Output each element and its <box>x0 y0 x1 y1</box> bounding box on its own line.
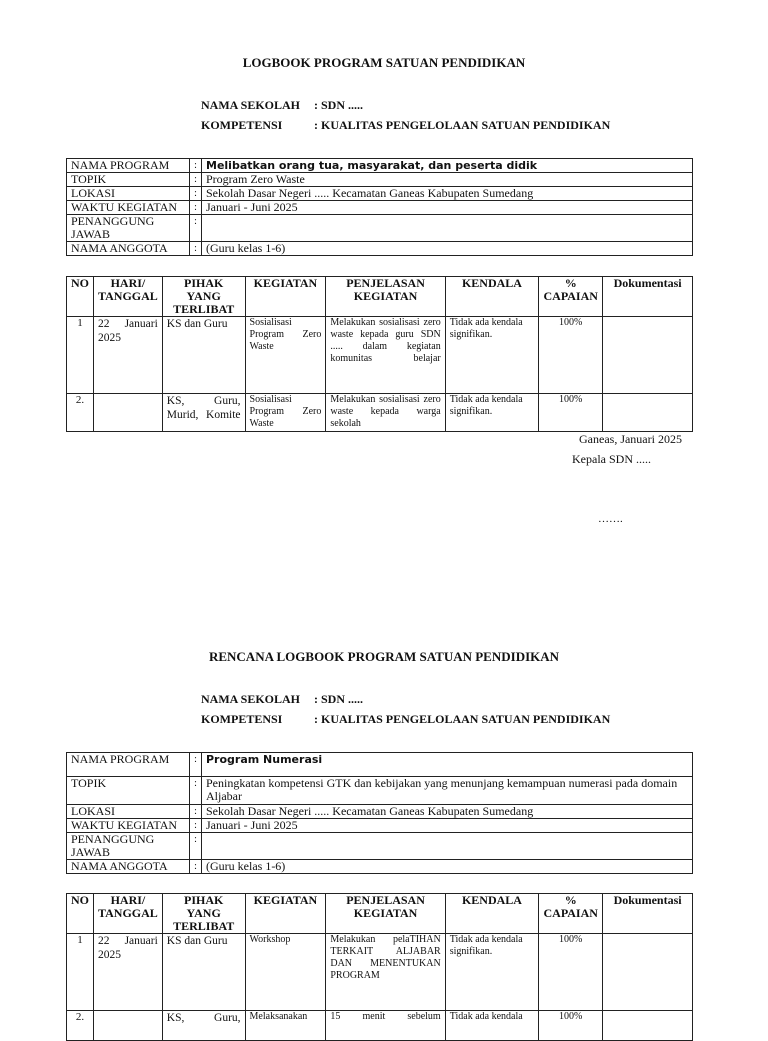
info-label: TOPIK <box>67 777 190 805</box>
competency-value: : KUALITAS PENGELOLAAN SATUAN PENDIDIKAN <box>314 118 611 132</box>
info-label: LOKASI <box>67 805 190 819</box>
col-header-documentation: Dokumentasi <box>603 277 693 317</box>
cell-parties: KS dan Guru <box>162 317 245 394</box>
info-colon: : <box>190 777 202 805</box>
school-label: NAMA SEKOLAH <box>201 692 301 706</box>
cell-parties: KS, Guru, <box>162 1011 245 1041</box>
col-header-activity: KEGIATAN <box>245 894 326 934</box>
competency-line <box>201 118 610 133</box>
header-row <box>67 894 693 934</box>
info-label: NAMA ANGGOTA <box>67 242 190 256</box>
school-value: : SDN ..... <box>314 692 364 706</box>
info-label: WAKTU KEGIATAN <box>67 819 190 833</box>
cell-no: 1 <box>67 934 94 1011</box>
cell-achievement: 100% <box>539 934 603 1011</box>
col-header-parties: PIHAK YANG TERLIBAT <box>162 894 245 934</box>
cell-date: 22 Januari 2025 <box>94 934 163 1011</box>
info-colon: : <box>190 833 202 860</box>
info-label: NAMA ANGGOTA <box>67 860 190 874</box>
info-colon: : <box>190 753 202 777</box>
col-header-no: NO <box>67 894 94 934</box>
col-header-date: HARI/ TANGGAL <box>94 277 163 317</box>
col-header-documentation: Dokumentasi <box>603 894 693 934</box>
signature-place-date: Ganeas, Januari 2025 <box>579 432 682 446</box>
info-label: WAKTU KEGIATAN <box>67 201 190 215</box>
cell-documentation <box>603 317 693 394</box>
activity-table-2 <box>66 893 693 1041</box>
info-value <box>202 215 693 242</box>
cell-obstacle: Tidak ada kendala <box>445 1011 539 1041</box>
col-header-obstacle: KENDALA <box>445 277 539 317</box>
info-row <box>67 819 693 833</box>
info-colon: : <box>190 242 202 256</box>
col-header-activity: KEGIATAN <box>245 277 326 317</box>
info-colon: : <box>190 860 202 874</box>
cell-no: 1 <box>67 317 94 394</box>
cell-activity: Workshop <box>245 934 326 1011</box>
info-label: NAMA PROGRAM <box>67 753 190 777</box>
table-row <box>67 934 693 1011</box>
competency-line <box>201 712 610 727</box>
activity-table <box>66 276 693 432</box>
col-header-no: NO <box>67 277 94 317</box>
cell-documentation <box>603 934 693 1011</box>
cell-achievement: 100% <box>539 1011 603 1041</box>
info-row <box>67 201 693 215</box>
header-row <box>67 277 693 317</box>
cell-no: 2. <box>67 394 94 432</box>
school-label: NAMA SEKOLAH <box>201 98 301 112</box>
info-colon: : <box>190 819 202 833</box>
program-info-table <box>66 158 693 256</box>
info-label: TOPIK <box>67 173 190 187</box>
cell-documentation <box>603 394 693 432</box>
col-header-achievement: % CAPAIAN <box>539 894 603 934</box>
cell-obstacle: Tidak ada kendala signifikan. <box>445 934 539 1011</box>
info-value <box>202 833 693 860</box>
cell-description: Melakukan sosialisasi zero waste kepada guru SDN ..... dalam kegiatan komunitas belajar <box>326 317 445 394</box>
info-row <box>67 860 693 874</box>
program-info-table-2 <box>66 752 693 874</box>
info-value: Januari - Juni 2025 <box>202 201 693 215</box>
info-colon: : <box>190 187 202 201</box>
info-row <box>67 159 693 173</box>
info-row <box>67 187 693 201</box>
school-line <box>201 98 363 113</box>
cell-activity: Sosialisasi Program Zero Waste <box>245 394 326 432</box>
school-value: : SDN ..... <box>314 98 364 112</box>
info-label: PENANGGUNG JAWAB <box>67 215 190 242</box>
competency-label: KOMPETENSI <box>201 712 283 726</box>
cell-documentation <box>603 1011 693 1041</box>
cell-obstacle: Tidak ada kendala signifikan. <box>445 317 539 394</box>
page-title: LOGBOOK PROGRAM SATUAN PENDIDIKAN <box>242 55 526 70</box>
col-header-obstacle: KENDALA <box>445 894 539 934</box>
cell-description: Melakukan sosialisasi zero waste kepada warga sekolah <box>326 394 445 432</box>
col-header-date: HARI/ TANGGAL <box>94 894 163 934</box>
cell-date <box>94 1011 163 1041</box>
cell-no: 2. <box>67 1011 94 1041</box>
cell-description: 15 menit sebelum <box>326 1011 445 1041</box>
info-value: (Guru kelas 1-6) <box>202 860 693 874</box>
info-label: PENANGGUNG JAWAB <box>67 833 190 860</box>
cell-achievement: 100% <box>539 394 603 432</box>
table-row <box>67 1011 693 1041</box>
info-row <box>67 173 693 187</box>
info-colon: : <box>190 159 202 173</box>
info-row <box>67 242 693 256</box>
col-header-description: PENJELASAN KEGIATAN <box>326 277 445 317</box>
info-label: NAMA PROGRAM <box>67 159 190 173</box>
info-colon: : <box>190 201 202 215</box>
cell-parties: KS, Guru, Murid, Komite <box>162 394 245 432</box>
info-value: Peningkatan kompetensi GTK dan kebijakan yang menunjang kemampuan numerasi pada domain Aljabar <box>202 777 693 805</box>
info-row <box>67 833 693 860</box>
school-line <box>201 692 363 707</box>
col-header-achievement: % CAPAIAN <box>539 277 603 317</box>
info-colon: : <box>190 173 202 187</box>
page-title-2: RENCANA LOGBOOK PROGRAM SATUAN PENDIDIKAN <box>208 649 560 664</box>
info-value: Program Numerasi <box>202 753 693 777</box>
cell-obstacle: Tidak ada kendala signifikan. <box>445 394 539 432</box>
cell-date: 22 Januari 2025 <box>94 317 163 394</box>
cell-parties: KS dan Guru <box>162 934 245 1011</box>
info-colon: : <box>190 215 202 242</box>
table-row <box>67 317 693 394</box>
cell-activity: Sosialisasi Program Zero Waste <box>245 317 326 394</box>
info-label: LOKASI <box>67 187 190 201</box>
info-colon: : <box>190 805 202 819</box>
table-row <box>67 394 693 432</box>
cell-achievement: 100% <box>539 317 603 394</box>
info-value: Program Zero Waste <box>202 173 693 187</box>
info-value: Sekolah Dasar Negeri ..... Kecamatan Ganeas Kabupaten Sumedang <box>202 805 693 819</box>
info-value: Melibatkan orang tua, masyarakat, dan peserta didik <box>202 159 693 173</box>
info-row <box>67 215 693 242</box>
info-value: (Guru kelas 1-6) <box>202 242 693 256</box>
competency-value: : KUALITAS PENGELOLAAN SATUAN PENDIDIKAN <box>314 712 611 726</box>
signature-role: Kepala SDN ..... <box>572 452 651 466</box>
info-value: Sekolah Dasar Negeri ..... Kecamatan Ganeas Kabupaten Sumedang <box>202 187 693 201</box>
info-value: Januari - Juni 2025 <box>202 819 693 833</box>
info-row <box>67 753 693 777</box>
signature-name: ……. <box>598 513 623 525</box>
cell-activity: Melaksanakan <box>245 1011 326 1041</box>
cell-description: Melakukan pelaTIHAN TERKAIT ALJABAR DAN MENENTUKAN PROGRAM <box>326 934 445 1011</box>
competency-label: KOMPETENSI <box>201 118 283 132</box>
cell-date <box>94 394 163 432</box>
col-header-description: PENJELASAN KEGIATAN <box>326 894 445 934</box>
info-row <box>67 805 693 819</box>
col-header-parties: PIHAK YANG TERLIBAT <box>162 277 245 317</box>
info-row <box>67 777 693 805</box>
